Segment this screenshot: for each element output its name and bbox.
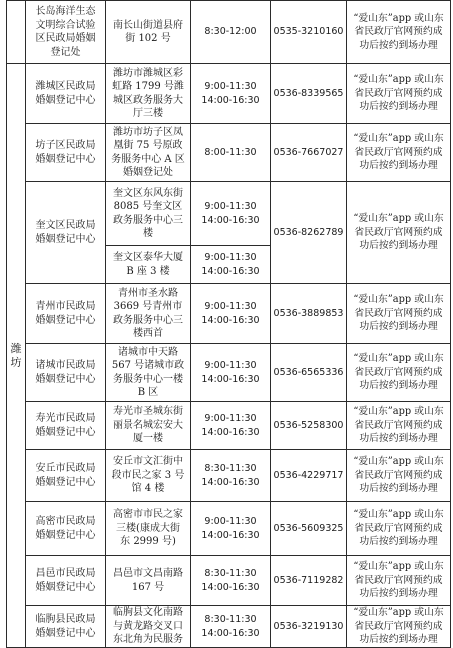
office-address: 潍坊市潍城区彩 虹路 1799 号潍 城区政务服务大 厅三楼 <box>106 64 191 124</box>
office-note: “爱山东”app 或山东 省民政厅官网预约成 功后按约到场办理 <box>347 1 451 64</box>
table-row <box>7 284 451 344</box>
office-address: 奎文区东风东街 8085 号奎文区 政务服务中心三 楼 <box>106 182 191 246</box>
office-note: “爱山东”app 或山东 省民政厅官网预约成 功后按约到场办理 <box>347 502 451 556</box>
office-hours: 9:00-11:30 14:00-16:30 <box>191 502 271 556</box>
table-row <box>7 450 451 502</box>
office-address: 诸城市中天路 567 号诸城市政 务服务中心一楼 B 区 <box>106 344 191 402</box>
office-name: 临朐县民政局 婚姻登记中心 <box>26 606 106 648</box>
office-phone: 0536-8339565 <box>271 64 347 124</box>
table-row <box>7 182 451 246</box>
office-phone: 0536-5258300 <box>271 402 347 450</box>
office-hours: 8:30-11:30 14:00-16:30 <box>191 450 271 502</box>
office-hours: 9:00-11:30 14:00-16:30 <box>191 182 271 246</box>
city-cell: 潍 坊 <box>7 64 26 648</box>
office-address: 安丘市文汇街中 段市民之家 3 号 馆 4 楼 <box>106 450 191 502</box>
office-name: 长岛海洋生态 文明综合试验 区民政局婚姻 登记处 <box>26 1 106 64</box>
office-address: 南长山街道县府 街 102 号 <box>106 1 191 64</box>
city-cell-prev <box>7 1 26 64</box>
office-hours: 9:00-11:30 14:00-16:30 <box>191 402 271 450</box>
office-hours: 8:30-11:30 14:00-16:30 <box>191 556 271 606</box>
office-name: 高密市民政局 婚姻登记中心 <box>26 502 106 556</box>
office-address: 临朐县文化南路 与黄龙路交叉口 东北角为民服务 <box>106 606 191 648</box>
office-name: 寿光市民政局 婚姻登记中心 <box>26 402 106 450</box>
office-hours: 8:30-11:30 14:00-16:30 <box>191 606 271 648</box>
office-phone: 0536-8262789 <box>271 182 347 284</box>
office-name: 奎文区民政局 婚姻登记中心 <box>26 182 106 284</box>
table-row <box>7 1 451 64</box>
office-note: “爱山东”app 或山东 省民政厅官网预约成 功后按约到场办理 <box>347 450 451 502</box>
office-note: “爱山东”app 或山东 省民政厅官网预约成 功后按约到场办理 <box>347 556 451 606</box>
office-address-secondary: 奎文区泰华大厦 B 座 3 楼 <box>106 246 191 284</box>
office-phone: 0536-6565336 <box>271 344 347 402</box>
office-phone: 0535-3210160 <box>271 1 347 64</box>
office-address: 高密市市民之家 三楼(康成大街 东 2999 号) <box>106 502 191 556</box>
office-phone: 0536-7667027 <box>271 124 347 182</box>
office-note: “爱山东”app 或山东 省民政厅官网预约成 功后按约到场办理 <box>347 344 451 402</box>
office-note: “爱山东”app 或山东 省民政厅官网预约成 功后按约到场办理 <box>347 124 451 182</box>
office-name: 安丘市民政局 婚姻登记中心 <box>26 450 106 502</box>
office-phone: 0536-4229717 <box>271 450 347 502</box>
table-row <box>7 556 451 606</box>
office-note: “爱山东”app 或山东 省民政厅官网预约成 功后按约到场办理 <box>347 606 451 648</box>
office-hours-secondary: 9:00-11:30 14:00-16:30 <box>191 246 271 284</box>
office-phone: 0536-3219130 <box>271 606 347 648</box>
office-name: 诸城市民政局 婚姻登记中心 <box>26 344 106 402</box>
office-address: 青州市圣水路 3669 号青州市 政务服务中心三 楼西首 <box>106 284 191 344</box>
office-note: “爱山东”app 或山东 省民政厅官网预约成 功后按约到场办理 <box>347 284 451 344</box>
office-note: “爱山东”app 或山东 省民政厅官网预约成 功后按约到场办理 <box>347 64 451 124</box>
office-phone: 0536-3889853 <box>271 284 347 344</box>
office-phone: 0536-5609325 <box>271 502 347 556</box>
office-hours: 9:00-11:30 14:00-16:30 <box>191 64 271 124</box>
office-name: 昌邑市民政局 婚姻登记中心 <box>26 556 106 606</box>
office-hours: 8:00-11:30 <box>191 124 271 182</box>
office-name: 青州市民政局 婚姻登记中心 <box>26 284 106 344</box>
office-phone: 0536-7119282 <box>271 556 347 606</box>
office-hours: 9:00-11:30 14:00-16:30 <box>191 284 271 344</box>
office-note: “爱山东”app 或山东 省民政厅官网预约成 功后按约到场办理 <box>347 402 451 450</box>
table-row <box>7 402 451 450</box>
office-address: 寿光市圣城东街 丽景名城宏安大 厦一楼 <box>106 402 191 450</box>
office-name: 潍城区民政局 婚姻登记中心 <box>26 64 106 124</box>
office-hours: 9:00-11:30 14:00-16:30 <box>191 344 271 402</box>
table-row <box>7 502 451 556</box>
office-address: 昌邑市文昌南路 167 号 <box>106 556 191 606</box>
office-address: 潍坊市坊子区凤 凰街 75 号原政 务服务中心 A 区 婚姻登记处 <box>106 124 191 182</box>
table-row <box>7 344 451 402</box>
registration-offices-table <box>6 0 451 648</box>
office-note: “爱山东”app 或山东 省民政厅官网预约成 功后按约到场办理 <box>347 182 451 284</box>
table-row <box>7 64 451 124</box>
table-row <box>7 606 451 648</box>
office-hours: 8:30-12:00 <box>191 1 271 64</box>
office-name: 坊子区民政局 婚姻登记中心 <box>26 124 106 182</box>
table-row <box>7 124 451 182</box>
